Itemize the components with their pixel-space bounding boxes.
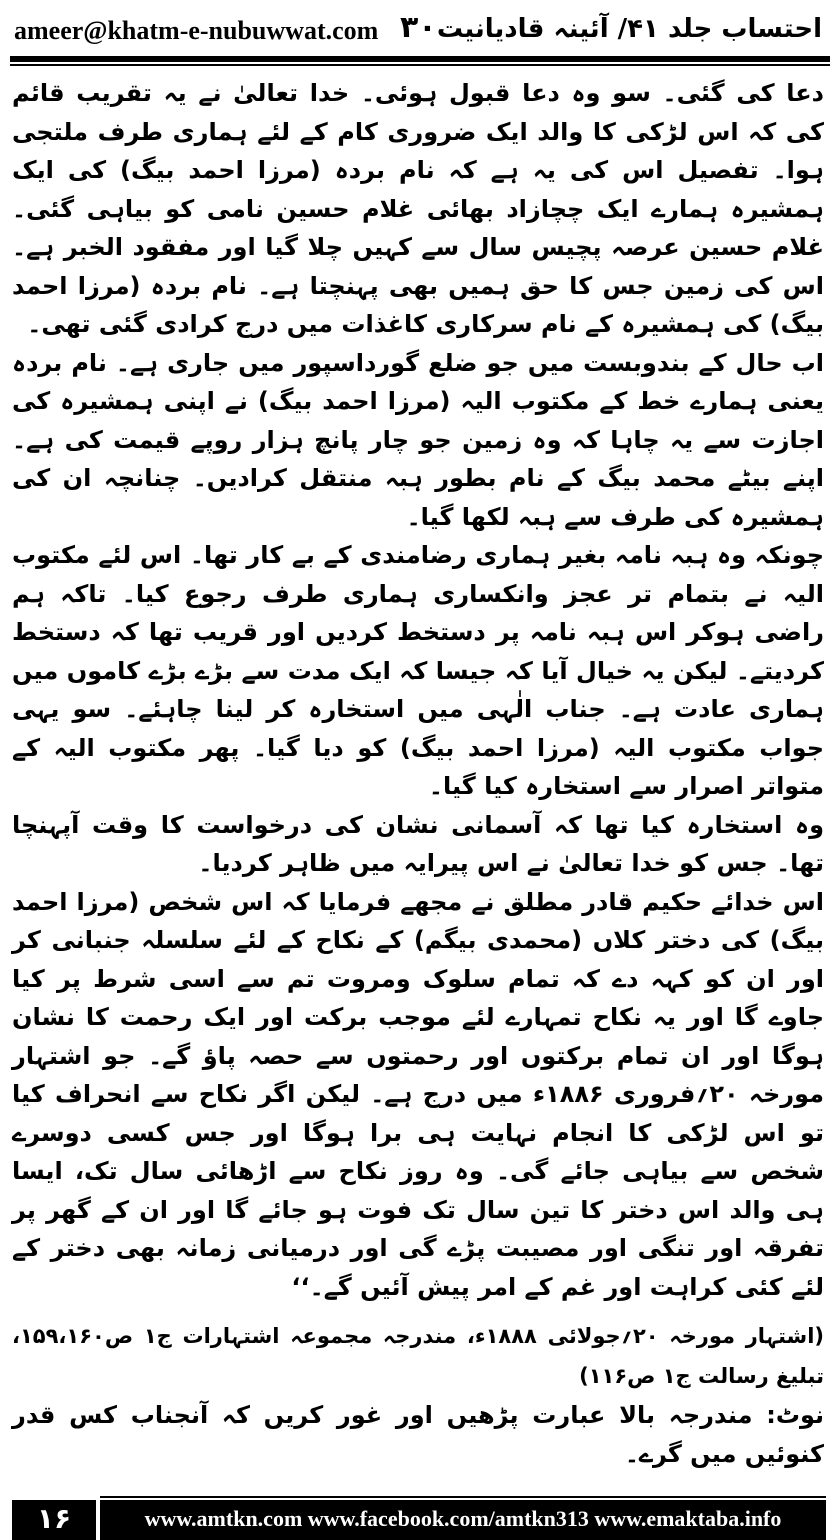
note: نوٹ: مندرجہ بالا عبارت پڑھیں اور غور کریں کہ آنجناب کس قدر کنوئیں میں گرے۔ [12, 1401, 824, 1468]
paragraph-3: چونکہ وہ ہبہ نامہ بغیر ہماری رضامندی کے بے کار تھا۔ اس لئے مکتوب الیہ نے بتمام تر عجز وانکساری ہماری طرف رجوع کیا۔ تاکہ ہم راضی ہوکر اس ہبہ نامہ پر دستخط کردیں اور قریب تھا کہ دستخط کردیتے۔ لیکن یہ خیال آیا کہ جیسا کہ ایک مدت سے بڑے بڑے کاموں میں ہماری عادت ہے۔ جناب الٰہی میں استخارہ کر لینا چاہئے۔ سو یہی جواب مکتوب الیہ (مرزا احمد بیگ) کو دیا گیا۔ پھر مکتوب الیہ کے متواتر اصرار سے استخارہ کیا گیا۔ [12, 541, 824, 800]
header-rule-thick [10, 56, 830, 62]
page-number: ۳۰ [400, 10, 437, 45]
page-header [0, 0, 840, 64]
citation: (اشتہار مورخہ ۲۰؍جولائی ۱۸۸۸ء، مندرجہ مجموعہ اشتہارات ج۱ ص۱۵۹،۱۶۰، تبلیغ رسالت ج۱ ص۱۱۶) [12, 1324, 824, 1388]
book-title: احتساب جلد ۴۱/ آئینہ قادیانیت [436, 14, 822, 44]
footer-rule [100, 1496, 826, 1498]
paragraph-4: وہ استخارہ کیا تھا کہ آسمانی نشان کی درخواست کا وقت آپہنچا تھا۔ جس کو خدا تعالیٰ نے اس پیرایہ میں ظاہر کردیا۔ [12, 810, 824, 877]
footer-page-number: ۱۶ [12, 1500, 96, 1540]
paragraph-5: اس خدائے حکیم قادر مطلق نے مجھے فرمایا کہ اس شخص (مرزا احمد بیگ) کی دختر کلاں (محمدی بیگم) کے نکاح کے لئے سلسلہ جنبانی کر اور ان کو کہہ دے کہ تمام سلوک ومروت تم سے اسی شرط پر کیا جاوے گا اور یہ نکاح تمہارے لئے موجب برکت اور ایک رحمت کا نشان ہوگا اور ان تمام برکتوں اور رحمتوں سے حصہ پاؤ گے۔ جو اشتہار مورخہ ۲۰؍فروری ۱۸۸۶ء میں درج ہے۔ لیکن اگر نکاح سے انحراف کیا تو اس لڑکی کا انجام نہایت ہی برا ہوگا اور جس کسی دوسرے شخص سے بیاہی جائے گی۔ وہ روز نکاح سے اڑھائی سال تک، ایسا ہی والد اس دختر کا تین سال تک فوت ہو جائے گا اور ان کے گھر پر تفرقہ اور تنگی اور مصیبت پڑے گی اور درمیانی زمانہ بھی دختر کے لئے کئی کراہت اور غم کے امر پیش آئیں گے۔‘‘ [12, 887, 825, 1301]
paragraph-1: دعا کی گئی۔ سو وہ دعا قبول ہوئی۔ خدا تعالیٰ نے یہ تقریب قائم کی کہ اس لڑکی کا والد ایک ضروری کام کے لئے ہماری طرف ملتجی ہوا۔ تفصیل اس کی یہ ہے کہ نام بردہ (مرزا احمد بیگ) کی ایک ہمشیرہ ہمارے ایک چچازاد بھائی غلام حسین نامی کو بیاہی گئی۔ غلام حسین عرصہ پچیس سال سے کہیں چلا گیا اور مفقود الخبر ہے۔ اس کی زمین جس کا حق ہمیں بھی پہنچتا ہے۔ نام بردہ (مرزا احمد بیگ) کی ہمشیرہ کے نام سرکاری کاغذات میں درج کرادی گئی تھی۔ [12, 79, 824, 338]
paragraph-2: اب حال کے بندوبست میں جو ضلع گورداسپور میں جاری ہے۔ نام بردہ یعنی ہمارے خط کے مکتوب الیہ (مرزا احمد بیگ) نے اپنی ہمشیرہ کی اجازت سے یہ چاہا کہ وہ زمین جو چار پانچ ہزار روپے قیمت کی ہے۔ اپنے بیٹے محمد بیگ کے نام بطور ہبہ منتقل کرادیں۔ چنانچہ ان کی ہمشیرہ کی طرف سے ہبہ لکھا گیا۔ [12, 348, 824, 531]
email-address: ameer@khatm-e-nubuwwat.com [14, 16, 379, 45]
footer-links: www.amtkn.com www.facebook.com/amtkn313 www.emaktaba.info [100, 1500, 826, 1540]
body-text [12, 74, 824, 1473]
header-rule-thin [10, 64, 830, 66]
